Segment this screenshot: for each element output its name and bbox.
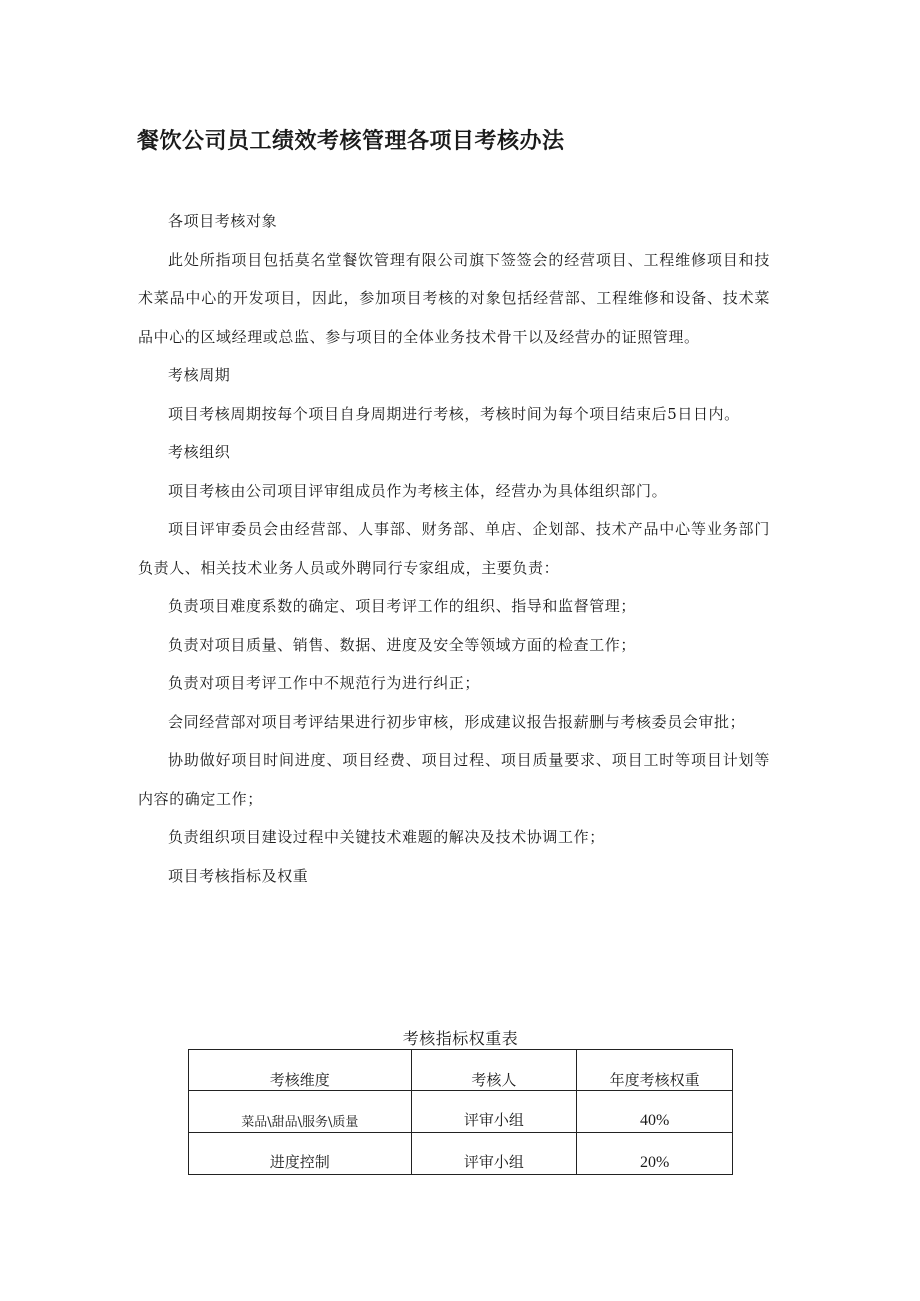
list-item: 负责对项目考评工作中不规范行为进行纠正；: [168, 674, 481, 692]
list-item: 协助做好项目时间进度、项目经费、项目过程、项目质量要求、项目工时等项目计划等内容的确定工作；: [138, 751, 770, 808]
list-item: 负责对项目质量、销售、数据、进度及安全等领域方面的检查工作；: [168, 635, 637, 654]
table-row: [189, 1133, 733, 1175]
section-heading-organization: 考核组织: [168, 443, 231, 461]
table-header-row: [189, 1050, 733, 1091]
list-item: 会同经营部对项目考评结果进行初步审核，形成建议报告报薪删与考核委员会审批；: [168, 712, 746, 731]
document-title: 餐饮公司员工绩效考核管理各项目考核办法: [137, 129, 565, 154]
section-heading-objects: 各项目考核对象: [168, 212, 278, 230]
document-body: [138, 202, 770, 895]
table-row: [189, 1091, 733, 1133]
table-cell: 20%: [577, 1133, 733, 1175]
weights-table: [188, 1049, 733, 1175]
paragraph: 项目考核周期按每个项目自身周期进行考核，考核时间为每个项目结束后5日日内。: [168, 404, 740, 423]
table-cell: 评审小组: [411, 1133, 577, 1175]
paragraph: 此处所指项目包括莫名堂餐饮管理有限公司旗下签签会的经营项目、工程维修项目和技术菜品中心的开发项目，因此，参加项目考核的对象包括经营部、工程维修和设备、技术菜品中心的区域经理或总监、参与项目的全体业务技术骨干以及经营办的证照管理。: [138, 250, 770, 346]
table-cell: 菜品\甜品\服务\质量: [189, 1091, 412, 1133]
table-cell: 40%: [577, 1091, 733, 1133]
table-cell: 进度控制: [189, 1133, 412, 1175]
paragraph: 项目评审委员会由经营部、人事部、财务部、单店、企划部、技术产品中心等业务部门负责人、相关技术业务人员或外聘同行专家组成，主要负责：: [138, 520, 770, 577]
section-heading-indicators: 项目考核指标及权重: [168, 866, 309, 885]
table-header-cell: 考核维度: [189, 1050, 412, 1091]
list-item: 负责组织项目建设过程中关键技术难题的解决及技术协调工作；: [168, 828, 605, 846]
list-item: 负责项目难度系数的确定、项目考评工作的组织、指导和监督管理；: [168, 597, 637, 615]
paragraph: 项目考核由公司项目评审组成员作为考核主体，经营办为具体组织部门。: [168, 481, 668, 500]
section-heading-cycle: 考核周期: [168, 366, 231, 384]
table-header-cell: 年度考核权重: [577, 1050, 733, 1091]
table-header-cell: 考核人: [411, 1050, 577, 1091]
table-caption: 考核指标权重表: [402, 1029, 519, 1048]
table-cell: 评审小组: [411, 1091, 577, 1133]
